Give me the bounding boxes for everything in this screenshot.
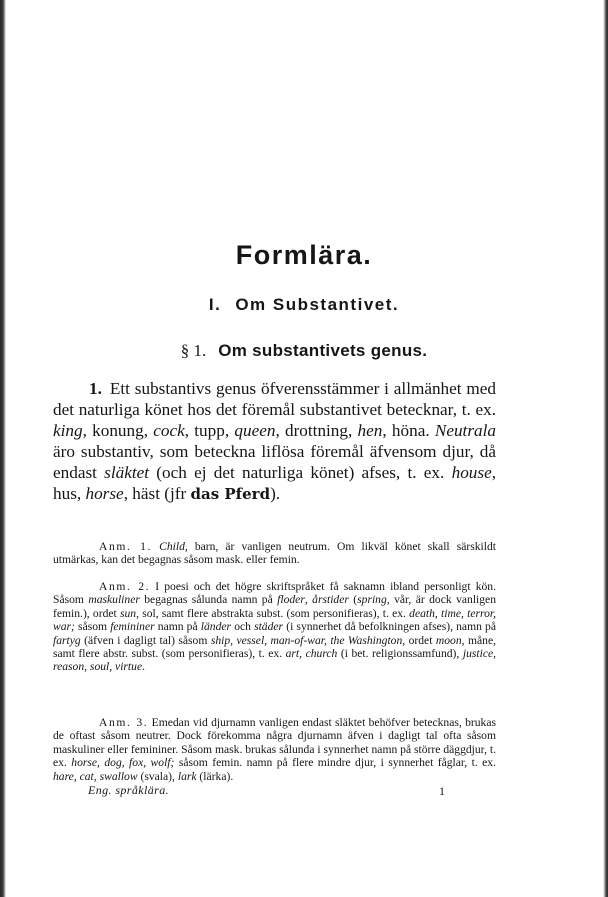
note-label: Anm. 3. — [99, 716, 149, 729]
note-text: , — [304, 593, 313, 607]
paragraph-text: , häst (jfr — [123, 484, 191, 503]
term: städer — [254, 620, 284, 634]
section-title: Om substantivets genus. — [218, 341, 428, 360]
term-neutrala: Neutrala — [434, 421, 496, 440]
term-slaktet: släktet — [104, 463, 150, 482]
paragraph-text: , höna. — [382, 421, 435, 440]
term: femininer — [110, 620, 155, 634]
chapter-heading — [0, 295, 608, 315]
note-2 — [53, 580, 496, 674]
paragraph-text: ). — [270, 484, 281, 503]
page-number: 1 — [439, 784, 445, 798]
term: floder — [277, 593, 305, 607]
paragraph-text: , drottning, — [275, 421, 358, 440]
paragraph-text: äro substantiv, som beteckna liflösa föremål äfvensom djur, då endast — [53, 442, 496, 482]
paragraph-text: , tupp, — [184, 421, 235, 440]
note-text: . — [142, 660, 145, 674]
chapter-title: Om Substantivet. — [235, 295, 400, 314]
example-word: justice, reason, soul, virtue — [53, 647, 497, 674]
paragraph-number: 1. — [89, 379, 102, 398]
example-word: art, church — [285, 647, 338, 661]
note-text: (svala), — [137, 769, 178, 783]
paragraph-text: , hus, — [53, 463, 496, 503]
note-3 — [53, 716, 496, 783]
note-text: ( — [348, 593, 358, 607]
example-word: lark — [177, 769, 197, 783]
example-word: queen — [234, 421, 276, 440]
note-1 — [53, 540, 496, 567]
paragraph-text: , konung, — [82, 421, 154, 440]
example-word: spring — [357, 593, 387, 607]
note-text: , sol, samt flere abstrakta subst. (som personifieras), t. ex. — [136, 606, 410, 620]
note-text: begagnas sålunda namn på — [139, 593, 278, 607]
note-text: barn, är vanligen neutrum. Om likväl könet skall särskildt utmärkas, kan det begagnas såsom mask. eller femin. — [53, 540, 496, 567]
paragraph-1 — [53, 378, 496, 505]
note-text: (lärka). — [196, 769, 234, 783]
note-text: såsom femin. namn på flere mindre djur, i synnerhet fåglar, t. ex. — [174, 756, 496, 770]
section-number: § 1. — [180, 341, 207, 360]
note-text: (i bet. religionssamfund), — [337, 647, 463, 661]
note-text: I poesi och det högre skriftspråket få saknamn ibland personligt kön. Såsom — [53, 580, 496, 607]
signature-mark: Eng. språklära. — [88, 783, 169, 797]
section-heading — [0, 341, 608, 361]
example-word: sun — [119, 606, 137, 620]
term: fartyg — [53, 633, 81, 647]
term: maskuliner — [88, 593, 140, 607]
page-edge-right — [603, 0, 608, 897]
note-text: (äfven i dagligt tal) såsom — [80, 633, 211, 647]
note-label: Anm. 1. — [99, 540, 153, 553]
note-text: namn på — [154, 620, 201, 634]
example-word: moon — [435, 633, 462, 647]
chapter-number: I. — [208, 295, 222, 314]
example-word: ship, vessel, man-of-war, the Washington — [210, 633, 403, 647]
example-word: hen — [357, 421, 383, 440]
paragraph-text: Ett substantivs genus öfverensstämmer i allmänhet med det naturliga könet hos det föremål substantivet betecknar, t. ex. — [53, 379, 496, 419]
note-text: och — [231, 620, 255, 634]
note-text: Emedan vid djurnamn vanligen endast släktet behöfver betecknas, brukas de oftast såsom neutrer. Dock förekomma några djurnamn äfven i dagligt tal ofta såsom maskuliner eller femininer. Såsom mask. brukas sålunda i synnerhet namn på större däggdjur, t. ex. — [53, 716, 496, 770]
example-word: cock — [153, 421, 185, 440]
note-text: såsom — [74, 620, 111, 634]
example-word: horse, dog, fox, wolf; — [71, 756, 175, 770]
page-edge-left — [0, 0, 6, 897]
example-word: king — [53, 421, 83, 440]
page-title: Formlära. — [235, 240, 373, 271]
paragraph-text: (och ej det naturliga könet) afses, t. ex. — [149, 463, 452, 482]
example-word: Child, — [159, 540, 188, 553]
note-text: , vår, är dock vanligen femin.), ordet — [53, 593, 496, 620]
term: länder — [200, 620, 232, 634]
note-text: , ordet — [402, 633, 436, 647]
example-word: hare, cat, swallow — [53, 769, 138, 783]
term: årstider — [312, 593, 349, 607]
example-word: death, time, terror, war; — [53, 606, 496, 634]
note-label: Anm. 2. — [99, 580, 151, 593]
german-example: das Pferd — [190, 485, 271, 503]
note-text: , måne, samt flere abstr. subst. (som personifieras), t. ex. — [53, 633, 496, 661]
note-text: (i synnerhet då befolkningen afses), namn på — [283, 620, 496, 634]
example-word: horse — [85, 484, 124, 503]
example-word: house — [451, 463, 492, 482]
